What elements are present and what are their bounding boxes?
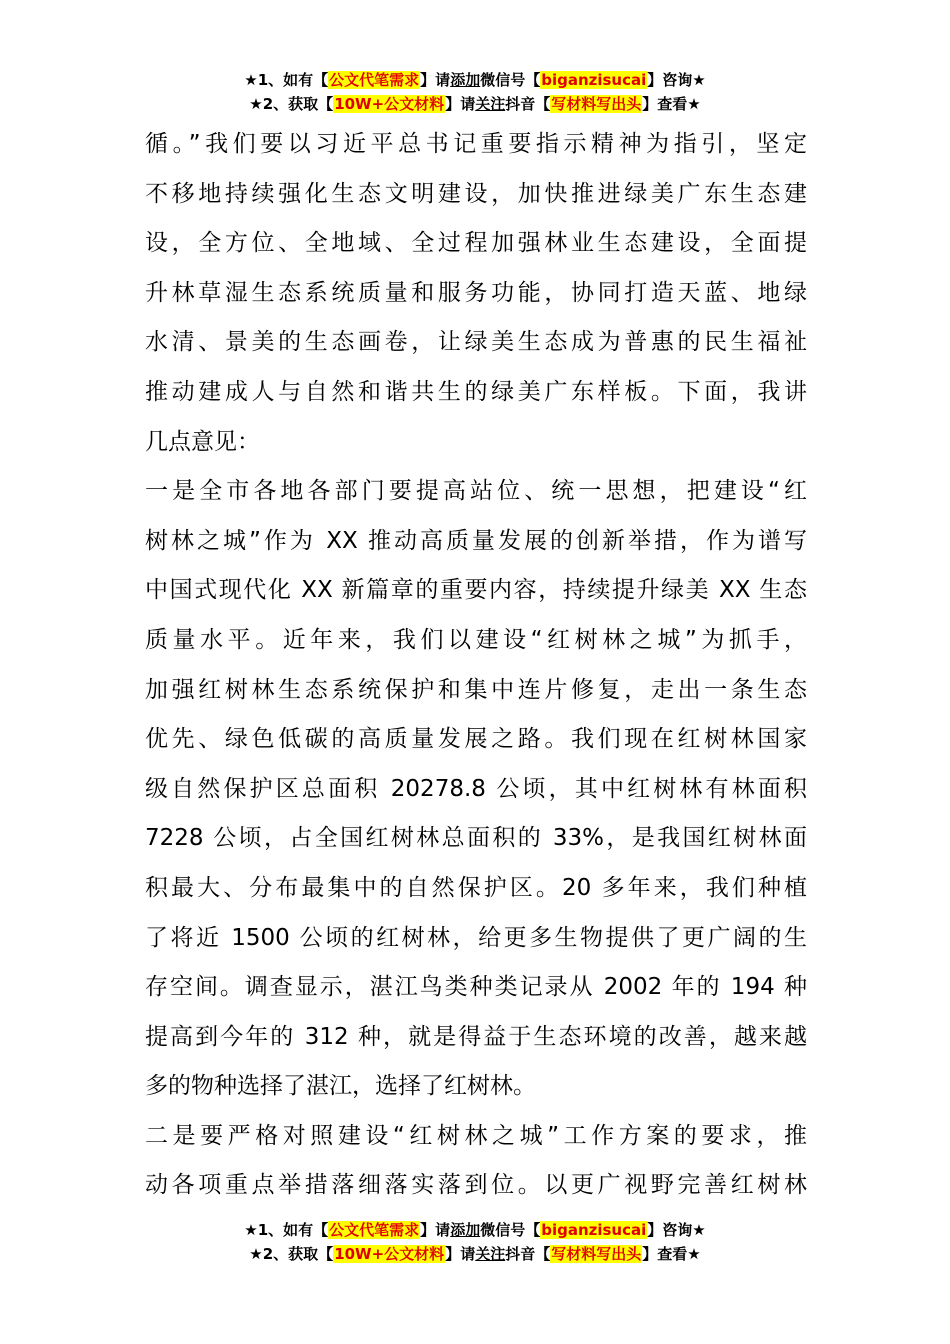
banner-text: 微信号【 <box>480 1221 541 1239</box>
banner-text: 】咨询★ <box>647 71 706 89</box>
text-line: 设，全方位、全地域、全过程加强林业生态建设，全面提 <box>145 230 807 257</box>
paragraph-point-two <box>145 1112 807 1211</box>
banner-text: ★1、如有【 <box>244 71 329 89</box>
text-line: 7228 公顷，占全国红树林总面积的 33%，是我国红树林面 <box>145 825 807 852</box>
banner-text: 抖音【 <box>505 1245 551 1263</box>
banner-text: 】请 <box>420 71 451 89</box>
banner-text: 】咨询★ <box>647 1221 706 1239</box>
banner-highlight-service: 公文代笔需求 <box>329 71 420 89</box>
banner-text: ★2、获取【 <box>249 1245 334 1263</box>
text-line: 不移地持续强化生态文明建设，加快推进绿美广东生态建 <box>145 180 807 207</box>
text-line: 推动建成人与自然和谐共生的绿美广东样板。下面，我讲 <box>145 378 807 405</box>
banner-text: 】查看★ <box>642 1245 701 1263</box>
text-line: 循。”我们要以习近平总书记重要指示精神为指引，坚定 <box>145 131 807 157</box>
banner-underlined-text: 添加 <box>450 71 481 89</box>
paragraph-intro <box>145 120 807 467</box>
text-line: 质量水平。近年来，我们以建设“红树林之城”为抓手， <box>145 626 807 653</box>
text-line: 加强红树林生态系统保护和集中连片修复，走出一条生态 <box>145 676 807 703</box>
banner-highlight-douyin: 写材料写出头 <box>551 1245 642 1263</box>
text-line: 动各项重点举措落细落实落到位。以更广视野完善红树林 <box>145 1172 807 1199</box>
text-line: 优先、绿色低碳的高质量发展之路。我们现在红树林国家 <box>145 726 807 753</box>
banner-text: 抖音【 <box>505 95 551 113</box>
banner-text: 】查看★ <box>642 95 701 113</box>
text-line: 多的物种选择了湛江，选择了红树林。 <box>145 1073 536 1100</box>
text-line: 升林草湿生态系统质量和服务功能，协同打造天蓝、地绿 <box>145 279 807 306</box>
text-line: 一是全市各地各部门要提高站位、统一思想，把建设“红 <box>145 478 807 505</box>
text-line: 中国式现代化 XX 新篇章的重要内容，持续提升绿美 XX 生态 <box>145 577 807 604</box>
text-line: 几点意见： <box>145 428 260 455</box>
banner-line-1 <box>0 1218 950 1242</box>
banner-text: 】请 <box>420 1221 451 1239</box>
banner-highlight-service: 公文代笔需求 <box>329 1221 420 1239</box>
banner-underlined-text: 添加 <box>450 1221 481 1239</box>
header-banner <box>0 68 950 116</box>
banner-line-1 <box>0 68 950 92</box>
banner-highlight-materials: 10W+公文材料 <box>334 95 445 113</box>
paragraph-point-one <box>145 467 807 1112</box>
banner-highlight-wechat-id: biganzisucai <box>541 1221 647 1239</box>
banner-underlined-text: 关注 <box>475 95 506 113</box>
footer-banner <box>0 1218 950 1266</box>
banner-line-2 <box>0 92 950 116</box>
banner-text: ★2、获取【 <box>249 95 334 113</box>
document-body <box>145 120 807 1211</box>
text-line: 积最大、分布最集中的自然保护区。20 多年来，我们种植 <box>145 874 807 901</box>
banner-text: 】请 <box>445 1245 476 1263</box>
banner-highlight-materials: 10W+公文材料 <box>334 1245 445 1263</box>
text-line: 水清、景美的生态画卷，让绿美生态成为普惠的民生福祉 <box>145 329 807 356</box>
banner-highlight-douyin: 写材料写出头 <box>551 95 642 113</box>
banner-underlined-text: 关注 <box>475 1245 506 1263</box>
banner-highlight-wechat-id: biganzisucai <box>541 71 647 89</box>
text-line: 二是要严格对照建设“红树林之城”工作方案的要求，推 <box>145 1122 807 1149</box>
text-line: 提高到今年的 312 种，就是得益于生态环境的改善，越来越 <box>145 1023 807 1050</box>
text-line: 存空间。调查显示，湛江鸟类种类记录从 2002 年的 194 种 <box>145 974 807 1001</box>
text-line: 级自然保护区总面积 20278.8 公顷，其中红树林有林面积 <box>145 775 807 802</box>
text-line: 树林之城”作为 XX 推动高质量发展的创新举措，作为谱写 <box>145 527 807 554</box>
banner-text: 微信号【 <box>480 71 541 89</box>
banner-text: ★1、如有【 <box>244 1221 329 1239</box>
banner-text: 】请 <box>445 95 476 113</box>
text-line: 了将近 1500 公顷的红树林，给更多生物提供了更广阔的生 <box>145 924 807 951</box>
banner-line-2 <box>0 1242 950 1266</box>
